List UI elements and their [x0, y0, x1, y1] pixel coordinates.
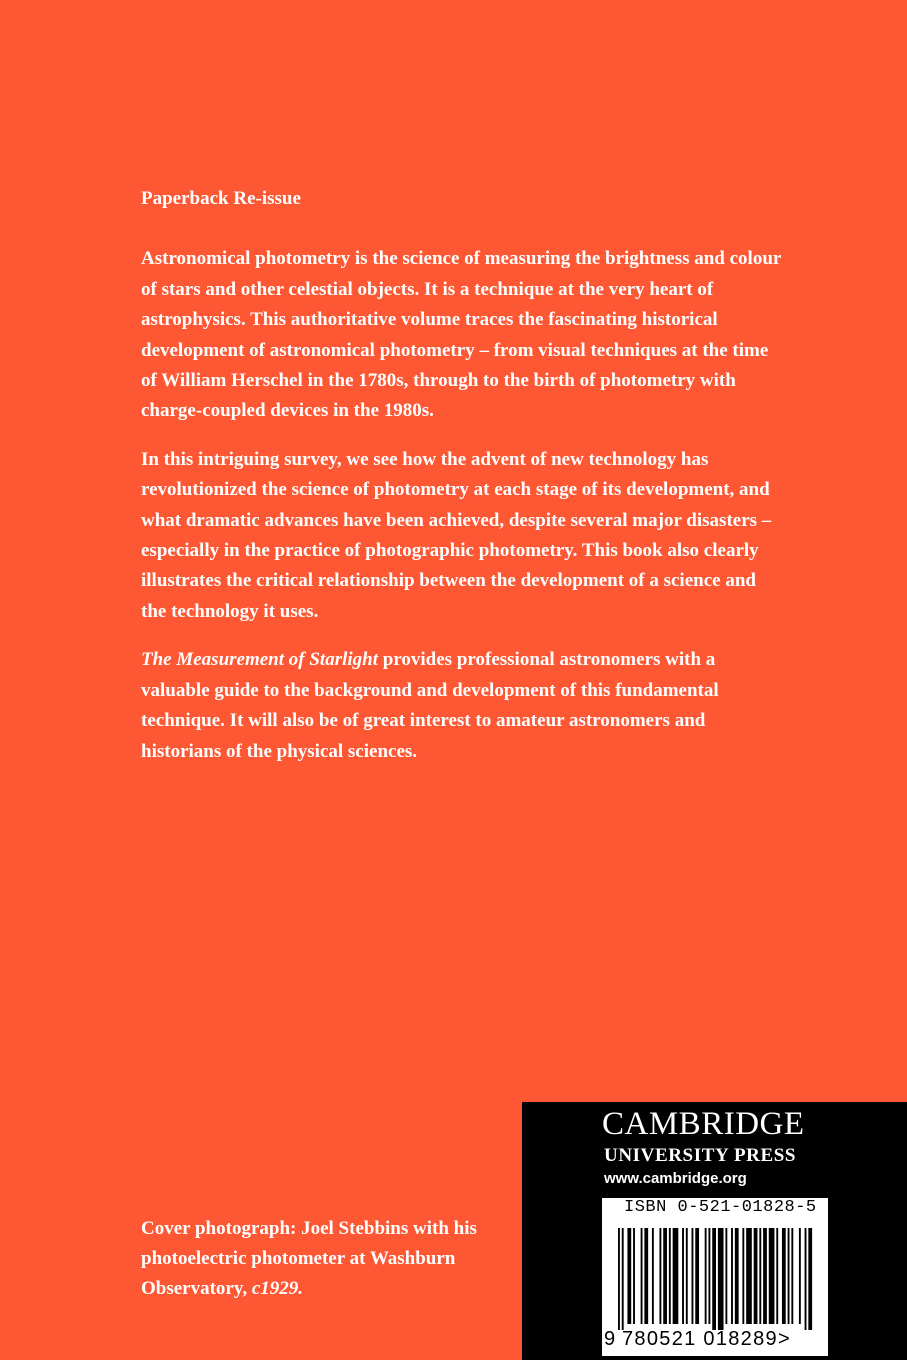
barcode-stripe: [652, 1228, 654, 1324]
barcode-stripe: [788, 1228, 790, 1324]
barcode-stripe: [682, 1228, 684, 1324]
barcode-stripe: [782, 1228, 786, 1324]
cover-credit-text: Cover photograph: Joel Stebbins with his photoelectric photometer at Washburn Observatory,: [141, 1218, 477, 1299]
barcode-stripe: [776, 1228, 778, 1324]
barcode-stripe: [641, 1228, 643, 1324]
barcode-stripe: [673, 1228, 679, 1324]
barcode-stripe: [669, 1228, 671, 1324]
barcode-icon: [618, 1228, 814, 1330]
cover-credit-date: c1929.: [251, 1278, 304, 1299]
cover-credit: [141, 1214, 501, 1304]
barcode-stripe: [759, 1228, 761, 1324]
barcode-stripe: [659, 1228, 661, 1324]
barcode-stripe: [791, 1228, 793, 1324]
barcode-stripe: [742, 1228, 744, 1324]
barcode-panel: [602, 1198, 828, 1356]
barcode-stripe: [718, 1228, 724, 1330]
barcode-stripe: [644, 1228, 648, 1324]
barcode-stripe: [692, 1228, 694, 1324]
blurb-paragraph-3: [141, 645, 781, 767]
barcode-stripe: [731, 1228, 733, 1324]
book-title: The Measurement of Starlight: [141, 649, 378, 671]
publisher-logo-name: CAMBRIDGE: [602, 1106, 805, 1142]
barcode-stripe: [763, 1228, 767, 1324]
barcode-stripe: [618, 1228, 620, 1330]
barcode-stripe: [769, 1228, 775, 1324]
barcode-stripe: [746, 1228, 752, 1324]
barcode-digits: 780521 018289: [622, 1328, 778, 1350]
barcode-stripe: [705, 1228, 707, 1324]
barcode-stripe: [622, 1228, 624, 1330]
barcode-stripe: [695, 1228, 699, 1324]
barcode-number-prefix: 9: [604, 1328, 616, 1350]
barcode-stripe: [725, 1228, 727, 1324]
barcode-stripe: [799, 1228, 801, 1324]
barcode-stripe: [712, 1228, 716, 1330]
publisher-panel: [522, 1102, 907, 1360]
barcode-stripe: [686, 1228, 688, 1324]
isbn-label: ISBN 0-521-01828-5: [624, 1198, 817, 1217]
barcode-stripe: [754, 1228, 758, 1324]
barcode-stripe: [805, 1228, 807, 1330]
barcode-stripe: [663, 1228, 667, 1324]
blurb-paragraph-1: Astronomical photometry is the science of measuring the brightness and colour of stars and other celestial objects. It is a technique at the very heart of astrophysics. This authoritative volume traces the fascinating historical development of astronomical photometry – from visual techniques at the time of William Herschel in the 1780s, through to the birth of photometry with charge-coupled devices in the 1980s.: [141, 248, 781, 422]
barcode-stripe: [735, 1228, 739, 1324]
reissue-heading: Paperback Re-issue: [141, 188, 301, 209]
barcode-arrow: >: [777, 1328, 791, 1350]
barcode-number-digits: [622, 1328, 791, 1351]
publisher-logo-subname: UNIVERSITY PRESS: [604, 1145, 797, 1166]
back-cover-blurb: [141, 184, 781, 785]
barcode-stripe: [808, 1228, 812, 1330]
barcode-stripe: [633, 1228, 635, 1324]
publisher-url[interactable]: www.cambridge.org: [604, 1170, 747, 1187]
barcode-stripe: [627, 1228, 631, 1324]
blurb-paragraph-3-text: provides professional astronomers with a valuable guide to the background and development of this fundamental technique. It will also be of great interest to amateur astronomers and historians of the physical sciences.: [141, 649, 719, 762]
blurb-paragraph-2: In this intriguing survey, we see how the advent of new technology has revolutionized the science of photometry at each stage of its development, and what dramatic advances have been achieved, despite several major disasters – especially in the practice of photographic photometry. This book also clearly illustrates the critical relationship between the development of a science and the technology it uses.: [141, 448, 772, 622]
barcode-stripe: [708, 1228, 710, 1324]
